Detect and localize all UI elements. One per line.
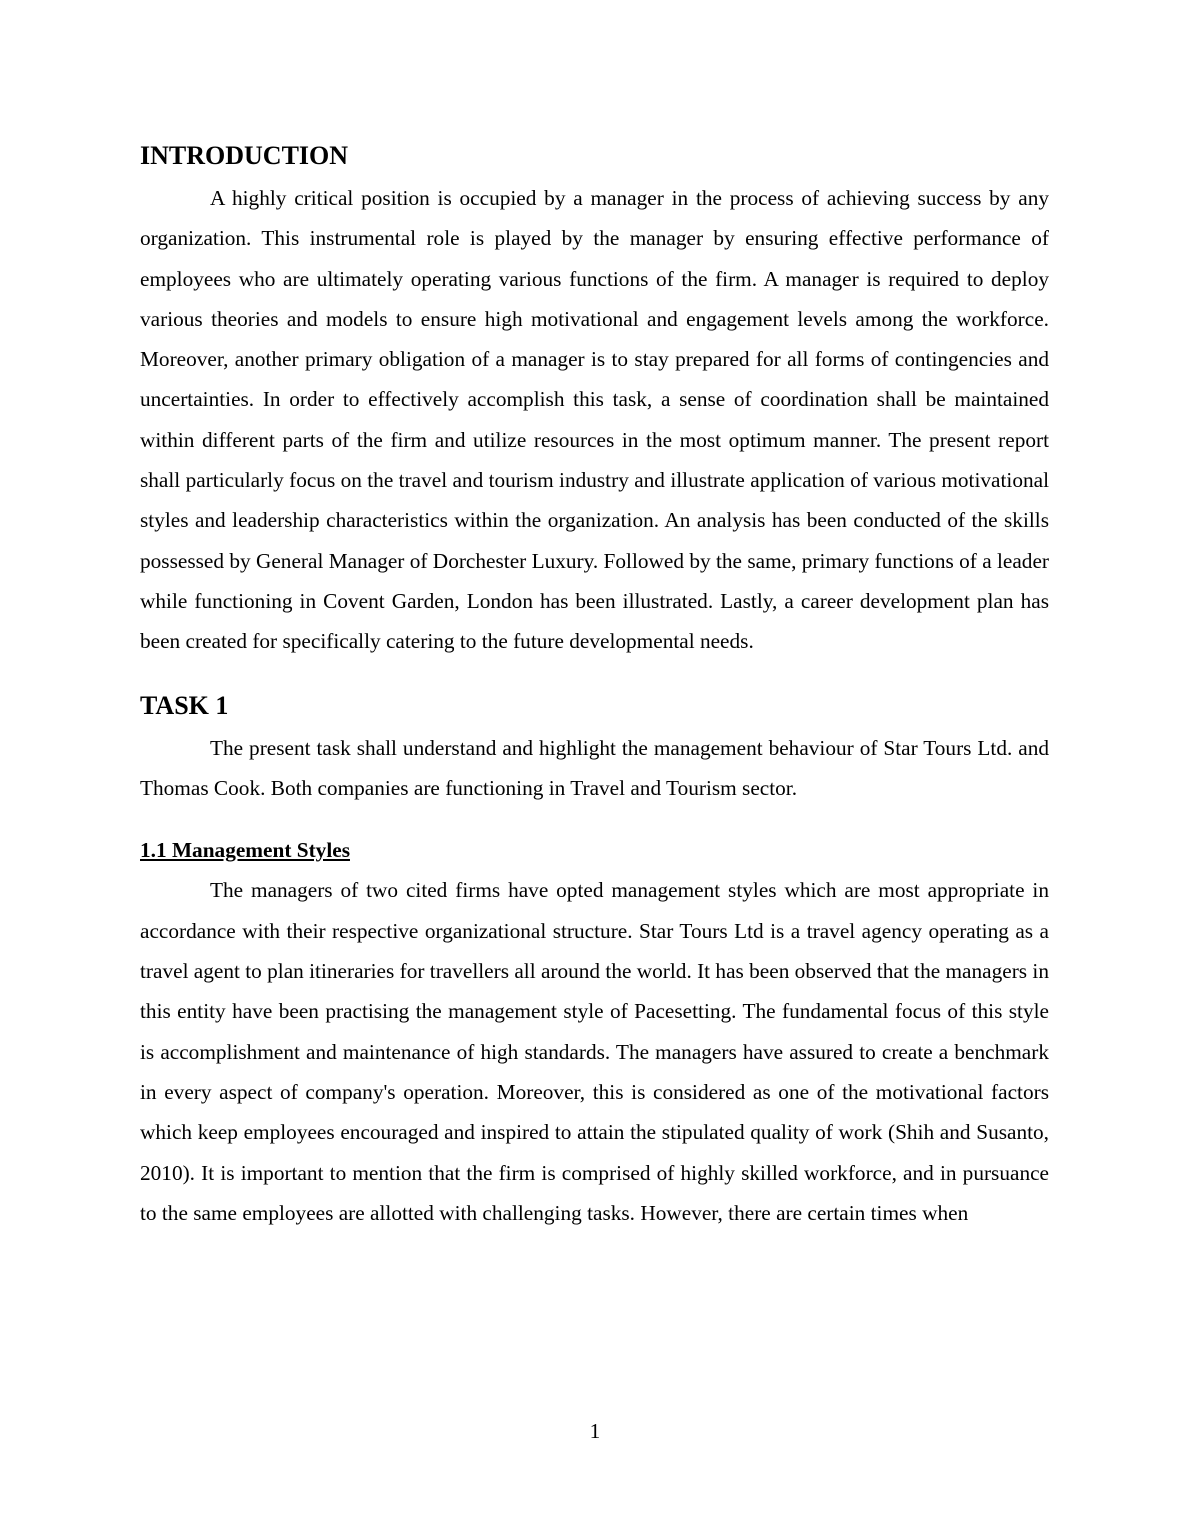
management-styles-subheading: 1.1 Management Styles bbox=[140, 838, 350, 863]
task1-paragraph: The present task shall understand and highlight the management behaviour of Star Tours Ltd. and Thomas Cook. Both companies are functioning in Travel and Tourism sector. bbox=[140, 735, 1049, 800]
introduction-paragraph: A highly critical position is occupied by a manager in the process of achieving success by any organization. This instrumental role is played by the manager by ensuring effective performance of employees who are ultimately operating various functions of the firm. A manager is required to deploy various theories and models to ensure high motivational and engagement levels among the workforce. Moreover, another primary obligation of a manager is to stay prepared for all forms of contingencies and uncertainties. In order to effectively accomplish this task, a sense of coordination shall be maintained within different parts of the firm and utilize resources in the most optimum manner. The present report shall particularly focus on the travel and tourism industry and illustrate application of various motivational styles and leadership characteristics within the organization. An analysis has been conducted of the skills possessed by General Manager of Dorchester Luxury. Followed by the same, primary functions of a leader while functioning in Covent Garden, London has been illustrated. Lastly, a career development plan has been created for specifically catering to the future developmental needs. bbox=[140, 186, 1049, 654]
introduction-heading: INTRODUCTION bbox=[140, 141, 349, 170]
page-content bbox=[140, 138, 1049, 1233]
management-styles-paragraph: The managers of two cited firms have opted management styles which are most appropriate in accordance with their respective organizational structure. Star Tours Ltd is a travel agency operating as a travel agent to plan itineraries for travellers all around the world. It has been observed that the managers in this entity have been practising the management style of Pacesetting. The fundamental focus of this style is accomplishment and maintenance of high standards. The managers have assured to create a benchmark in every aspect of company's operation. Moreover, this is considered as one of the motivational factors which keep employees encouraged and inspired to attain the stipulated quality of work (Shih and Susanto, 2010). It is important to mention that the firm is comprised of highly skilled workforce, and in pursuance to the same employees are allotted with challenging tasks. However, there are certain times when bbox=[140, 878, 1049, 1225]
page-number: 1 bbox=[589, 1419, 601, 1443]
task1-heading: TASK 1 bbox=[140, 690, 229, 720]
